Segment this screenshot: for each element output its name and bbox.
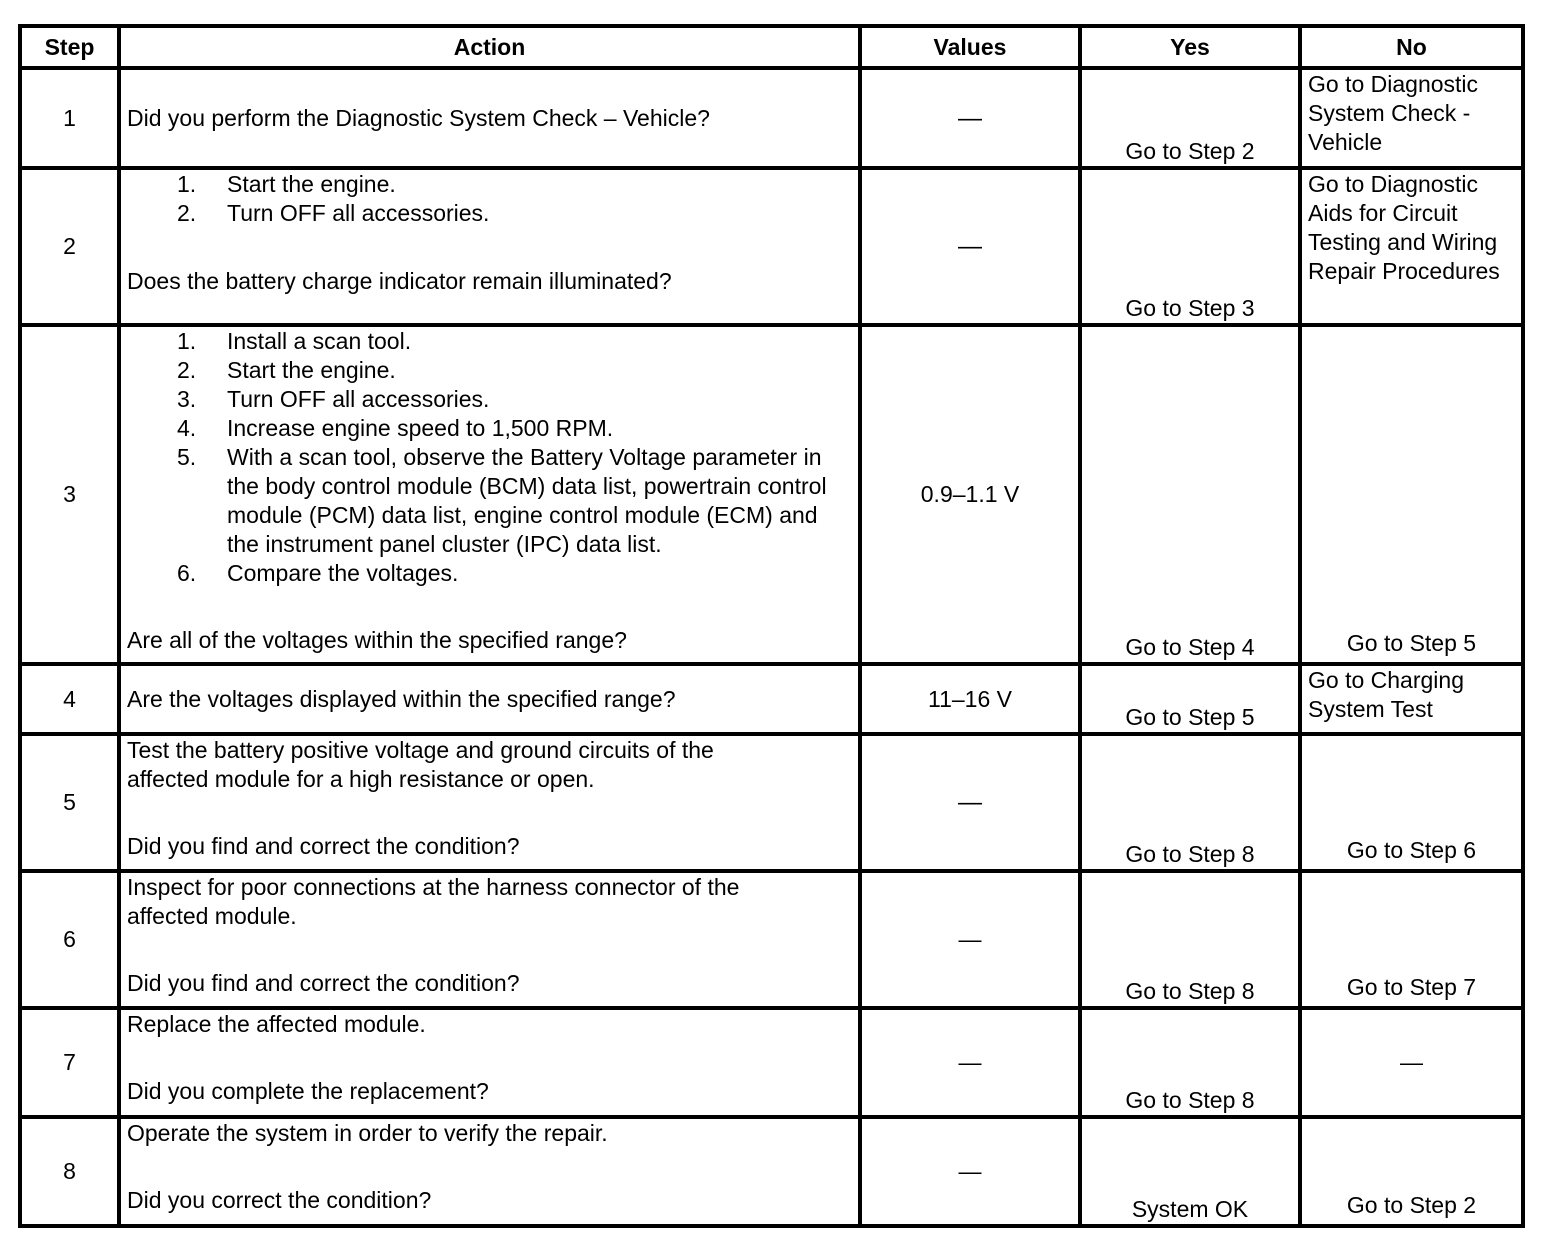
- instruction-text: Inspect for poor connections at the harness connector of the affected module.: [127, 874, 740, 929]
- diagnostic-table: [18, 24, 1525, 1228]
- instruction-item: 1. Start the engine.: [177, 171, 396, 197]
- action-cell: [119, 325, 860, 664]
- question-text: Did you find and correct the condition?: [127, 970, 520, 996]
- instruction-item: 3. Turn OFF all accessories.: [177, 386, 490, 412]
- instruction-item: 2. Start the engine.: [177, 357, 396, 383]
- yes-cell: System OK: [1080, 1117, 1300, 1226]
- step-number: 5: [20, 734, 119, 871]
- table-row: [20, 734, 1523, 871]
- header-row: [20, 26, 1523, 68]
- header-no: No: [1300, 26, 1523, 68]
- table-row: [20, 1008, 1523, 1117]
- table-row: [20, 325, 1523, 664]
- no-cell: Go to Diagnostic Aids for Circuit Testing and Wiring Repair Procedures: [1300, 168, 1523, 325]
- question-text: Did you correct the condition?: [127, 1187, 432, 1213]
- value-cell: —: [860, 1008, 1080, 1117]
- instruction-item: 5. With a scan tool, observe the Battery Voltage parameter in the body control module (BCM) data list, powertrain control module (PCM) data list, engine control module (ECM) and the instrument panel cluster (IPC) data list.: [177, 444, 827, 557]
- instruction-text: Operate the system in order to verify the repair.: [127, 1120, 608, 1146]
- action-cell: [119, 871, 860, 1008]
- no-cell: —: [1300, 1008, 1523, 1117]
- header-yes: Yes: [1080, 26, 1300, 68]
- yes-cell: Go to Step 8: [1080, 1008, 1300, 1117]
- header-values: Values: [860, 26, 1080, 68]
- table-row: [20, 871, 1523, 1008]
- no-cell: Go to Step 2: [1300, 1117, 1523, 1226]
- no-cell: Go to Step 7: [1300, 871, 1523, 1008]
- no-cell: Go to Step 5: [1300, 325, 1523, 664]
- instruction-text: Test the battery positive voltage and ground circuits of the affected module for a high resistance or open.: [127, 737, 714, 792]
- action-cell: [119, 1117, 860, 1226]
- instruction-item: 6. Compare the voltages.: [177, 560, 459, 586]
- action-text: Did you perform the Diagnostic System Check – Vehicle?: [119, 68, 860, 168]
- yes-cell: Go to Step 4: [1080, 325, 1300, 664]
- step-number: 2: [20, 168, 119, 325]
- header-step: Step: [20, 26, 119, 68]
- value-cell: —: [860, 871, 1080, 1008]
- value-cell: —: [860, 734, 1080, 871]
- question-text: Did you complete the replacement?: [127, 1078, 489, 1104]
- step-number: 4: [20, 664, 119, 734]
- yes-cell: Go to Step 5: [1080, 664, 1300, 734]
- value-cell: —: [860, 168, 1080, 325]
- no-cell: Go to Step 6: [1300, 734, 1523, 871]
- action-text: Are the voltages displayed within the specified range?: [119, 664, 860, 734]
- step-number: 1: [20, 68, 119, 168]
- no-cell: Go to Charging System Test: [1300, 664, 1523, 734]
- table-row: [20, 664, 1523, 734]
- no-cell: Go to Diagnostic System Check - Vehicle: [1300, 68, 1523, 168]
- instruction-list: [127, 327, 852, 588]
- header-action: Action: [119, 26, 860, 68]
- question-text: Does the battery charge indicator remain illuminated?: [127, 268, 672, 294]
- action-cell: [119, 1008, 860, 1117]
- instruction-item: 4. Increase engine speed to 1,500 RPM.: [177, 415, 614, 441]
- instruction-item: 1. Install a scan tool.: [177, 328, 412, 354]
- table-row: [20, 168, 1523, 325]
- question-text: Are all of the voltages within the specified range?: [127, 627, 627, 653]
- instruction-item: 2. Turn OFF all accessories.: [177, 200, 490, 226]
- table-row: [20, 1117, 1523, 1226]
- value-cell: —: [860, 1117, 1080, 1226]
- value-cell: —: [860, 68, 1080, 168]
- yes-cell: Go to Step 8: [1080, 734, 1300, 871]
- yes-cell: Go to Step 2: [1080, 68, 1300, 168]
- step-number: 7: [20, 1008, 119, 1117]
- yes-cell: Go to Step 3: [1080, 168, 1300, 325]
- step-number: 3: [20, 325, 119, 664]
- instruction-text: Replace the affected module.: [127, 1011, 426, 1037]
- action-cell: [119, 168, 860, 325]
- step-number: 8: [20, 1117, 119, 1226]
- step-number: 6: [20, 871, 119, 1008]
- instruction-list: [127, 170, 852, 228]
- question-text: Did you find and correct the condition?: [127, 833, 520, 859]
- value-cell: 11–16 V: [860, 664, 1080, 734]
- table-row: [20, 68, 1523, 168]
- value-cell: 0.9–1.1 V: [860, 325, 1080, 664]
- action-cell: [119, 734, 860, 871]
- yes-cell: Go to Step 8: [1080, 871, 1300, 1008]
